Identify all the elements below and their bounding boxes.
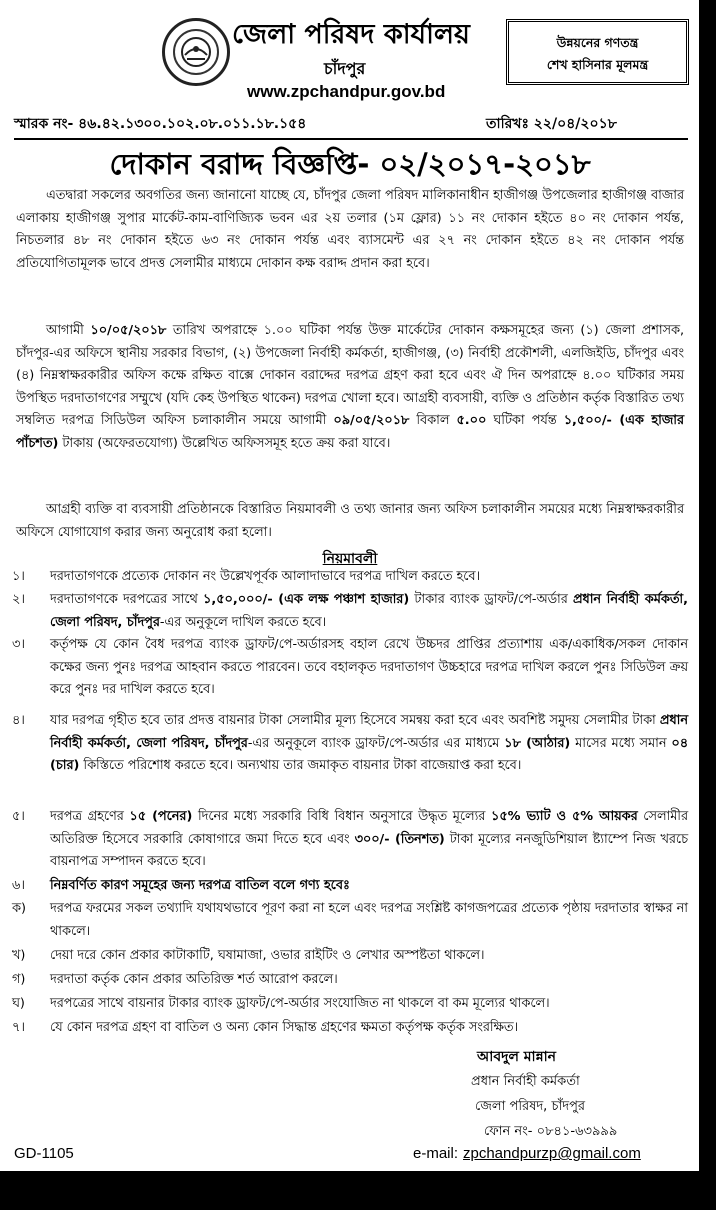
motto-box (506, 19, 689, 85)
rule-6-kha (12, 945, 688, 968)
rule-5-text: সেলামীর অতিরিক্ত হিসেবে সরকারি কোষাগারে জমা দিতে হবে এবং (50, 809, 688, 847)
rule-7 (12, 1017, 688, 1040)
rule-2-amount: ১,৫০,০০০/- (এক লক্ষ পঞ্চাশ হাজার) (203, 592, 410, 607)
rule-5-text: টাকা মূল্যের ননজুডিশিয়াল ষ্ট্যাম্পে নিজ খরচে বায়নাপত্র সম্পাদন করতে হবে। (50, 831, 688, 869)
signatory-office: জেলা পরিষদ, চাঁদপুর (475, 1099, 586, 1114)
rule-number: ১। (12, 569, 25, 584)
rule-1 (12, 566, 688, 589)
rule-6-ka (12, 898, 688, 943)
header-divider (14, 138, 688, 140)
seal-inner (173, 29, 219, 75)
rule-text: দরদাতাগণকে প্রত্যেক দোকান নং উল্লেখপূর্বক আলাদাভাবে দরপত্র দাখিল করতে হবে। (50, 569, 481, 584)
rule-text (50, 806, 688, 874)
rule-number: ৪। (12, 713, 25, 728)
rule-2-text: টাকার ব্যাংক ড্রাফট/পে-অর্ডার (409, 592, 573, 607)
rule-2 (12, 589, 688, 634)
rule-text: দেয়া দরে কোন প্রকার কাটাকাটি, ঘষামাজা, ওভার রাইটিং ও লেখার অস্পষ্টতা থাকলে। (50, 948, 485, 963)
rule-4-text: কিস্তিতে পরিশোধ করতে হবে। অন্যথায় তার জমাকৃত বায়নার টাকা বাজেয়াপ্ত করা হবে। (79, 758, 522, 773)
website-link[interactable]: www.zpchandpur.gov.bd (247, 82, 446, 101)
signatory-title: প্রধান নির্বাহী কর্মকর্তা (471, 1074, 580, 1089)
notice-headline: দোকান বরাদ্দ বিজ্ঞপ্তি- ০২/২০১৭-২০১৮ (109, 147, 591, 181)
rule-number: ঘ) (12, 996, 25, 1011)
rule-4 (12, 710, 688, 778)
gd-code: GD-1105 (14, 1145, 74, 1162)
p2-text: তারিখ অপরাহ্নে ১.০০ ঘটিকা পর্যন্ত উক্ত মার্কেটের দোকান কক্ষসমূহের জন্য (১) জেলা প্রশাসক, চাঁদপুর-এর অফিসে স্থানীয় সরকার বিভাগ, (২) উপজেলা নির্বাহী কর্মকর্তা, হাজীগঞ্জ, (৩) নির্বাহী প্রকৌশলী, এলজিইডি, চাঁদপুর এবং (৪) নিম্নস্বাক্ষরকারীর অফিস কক্ষে রক্ষিত বাক্সে দোকান বরাদ্দের দরপত্র গ্রহণ করা হবে এবং ঐ দিন অপরাহ্নে ৪.০০ ঘটিকার সময় উপস্থিত দরদাতাগণের সম্মুখে (যদি কেহ উপস্থিত থাকেন) দরপত্র খোলা হবে। আগ্রহী ব্যবসায়ী, ব্যক্তি ও প্রতিষ্ঠান কর্তৃক বিস্তারিত তথ্য সম্বলিত দরপত্র সিডিউল অফিস চলাকালীন সময়ে আগামী (16, 323, 685, 428)
rule-4-months: ১৮ (আঠার) (504, 735, 571, 751)
memo-number: স্মারক নং- ৪৬.৪২.১৩০০.১০২.০৮.০১১.১৮.১৫৪ (14, 116, 307, 132)
p2-schedule-price: ১,৫০০/- (এক হাজার পাঁচশত) (16, 413, 684, 451)
p2-text: বিকাল (409, 413, 457, 428)
email-link[interactable]: zpchandpurzp@gmail.com (463, 1145, 641, 1162)
rule-2-text: -এর অনুকূলে দাখিল করতে হবে। (159, 614, 327, 630)
rule-4-installments: ০৪ (চার) (50, 735, 688, 773)
rule-6-ga (12, 969, 688, 992)
rule-number: ২। (12, 592, 25, 607)
rules-heading: নিয়মাবলী (322, 551, 378, 567)
rule-text: দরপত্র ফরমের সকল তথ্যাদি যথাযথভাবে পূরণ করা না হলে এবং দরপত্র সংশ্লিষ্ট কাগজপত্রের প্রত্যেক পৃষ্ঠায় দরদাতার স্বাক্ষর না থাকলে। (50, 901, 688, 939)
paragraph-contact: আগ্রহী ব্যক্তি বা ব্যবসায়ী প্রতিষ্ঠানকে বিস্তারিত নিয়মাবলী ও তথ্য জানার জন্য অফিস চলাকালীন সময়ের মধ্যে নিম্নস্বাক্ষরকারীর অফিসে যোগাযোগ করার জন্য অনুরোধ করা হলো। (16, 502, 684, 540)
rule-3 (12, 634, 688, 702)
signatory-phone: ফোন নং- ০৮৪১-৬৩৯৯৯ (484, 1124, 618, 1139)
rule-text: দরদাতা কর্তৃক কোন প্রকার অতিরিক্ত শর্ত আরোপ করলে। (50, 972, 338, 987)
rule-5-days: ১৫ (পনের) (129, 809, 193, 824)
seal-emblem-icon (179, 35, 213, 69)
rule-5 (12, 806, 688, 874)
rule-4-payee: প্রধান নির্বাহী কর্মকর্তা, জেলা পরিষদ, চাঁদপুর (50, 713, 688, 751)
rule-6 (12, 875, 688, 898)
paragraph-schedule (16, 320, 684, 455)
paragraph-intro: এতদ্বারা সকলের অবগতির জন্য জানানো যাচ্ছে যে, চাঁদপুর জেলা পরিষদ মালিকানাধীন হাজীগঞ্জ উপজেলার হাজীগঞ্জ বাজার এলাকায় হাজীগঞ্জ সুপার মার্কেট-কাম-বাণিজ্যিক ভবন এর ২য় তলার (১ম ফ্লোর) ১১ নং দোকান হইতে ৪০ নং দোকান পর্যন্ত, নিচতলার ৪৮ নং দোকান হইতে ৬৩ নং দোকান পর্যন্ত এবং ব্যাসমেন্ট এর ২৭ নং দোকান হইতে ৪২ নং দোকান পর্যন্ত প্রতিযোগিতামূলক ভাবে প্রদত্ত সেলামীর মাধ্যমে দোকান কক্ষ বরাদ্দ প্রদান করা হবে। (16, 188, 684, 271)
rule-2-payee: প্রধান নির্বাহী কর্মকর্তা, জেলা পরিষদ, চাঁদপুর (50, 592, 688, 630)
rule-5-stamp: ৩০০/- (তিনশত) (354, 831, 445, 847)
rule-number: ক) (12, 901, 26, 916)
signatory-name: আবদুল মান্নান (477, 1049, 557, 1065)
p2-text: ঘটিকা পর্যন্ত (486, 413, 564, 428)
rule-4-text: যার দরপত্র গৃহীত হবে তার প্রদত্ত বায়নার টাকা সেলামীর মূল্য হিসেবে সমন্বয় করা হবে এবং অবশিষ্ট সমুদয় সেলামীর টাকা (50, 713, 660, 728)
rule-text (50, 589, 688, 634)
motto-line-2: শেখ হাসিনার মূলমন্ত্র (546, 57, 649, 72)
rule-text: নিম্নবর্ণিত কারণ সমূহের জন্য দরপত্র বাতিল বলে গণ্য হবেঃ (50, 878, 350, 893)
rule-text (50, 710, 688, 778)
rule-text: যে কোন দরপত্র গ্রহণ বা বাতিল ও অন্য কোন সিদ্ধান্ত গ্রহণের ক্ষমতা কর্তৃপক্ষ কর্তৃক সংরক্ষিত। (50, 1020, 519, 1035)
rule-text: কর্তৃপক্ষ যে কোন বৈধ দরপত্র ব্যাংক ড্রাফট/পে-অর্ডারসহ বহাল রেখে উচ্চদর প্রাপ্তির প্রত্যাশায় এক/একাধিক/সকল দোকান কক্ষের জন্য পুনঃ দরপত্র আহবান করতে পারবেন। তবে বহালকৃত দরদাতাগণ উচ্চহারে দরপত্র দাখিল করলে পুনঃ সিডিউল ক্রয় করে পুনঃ দর দাখিল করতে হবে। (50, 637, 688, 697)
rule-5-text: দিনের মধ্যে সরকারি বিধি বিধান অনুসারে উদ্ধৃত মূল্যের (192, 809, 492, 824)
email-label: e-mail: (413, 1145, 459, 1162)
office-title: জেলা পরিষদ কার্যালয় (232, 19, 470, 50)
rule-number: ৬। (12, 878, 25, 893)
rule-text: দরপত্রের সাথে বায়নার টাকার ব্যাংক ড্রাফট/পে-অর্ডার সংযোজিত না থাকলে বা কম মূল্যের থাকলে। (50, 996, 550, 1011)
rule-4-text: -এর অনুকূলে ব্যাংক ড্রাফট/পে-অর্ডার এর মাধ্যমে (247, 735, 505, 751)
p2-text: টাকায় (অফেরতযোগ্য) উল্লেখিত অফিসসমূহ হতে ক্রয় করা যাবে। (58, 435, 391, 451)
rule-number: ৫। (12, 809, 25, 824)
rule-number: ৩। (12, 637, 25, 652)
rule-number: ৭। (12, 1020, 25, 1035)
rule-6-gha (12, 993, 688, 1016)
p2-sale-time: ৫.০০ (456, 413, 487, 428)
notice-date: তারিখঃ ২২/০৪/২০১৮ (486, 116, 617, 132)
p2-text: আগামী (46, 323, 91, 338)
rule-4-text: মাসের মধ্যে সমান (570, 735, 672, 751)
government-seal-icon (162, 18, 230, 86)
rule-number: খ) (12, 948, 26, 963)
rule-number: গ) (12, 972, 26, 987)
motto-line-1: উন্নয়নের গণতন্ত্র (556, 35, 639, 50)
rule-5-tax: ১৫% ভ্যাট ও ৫% আয়কর (491, 809, 638, 824)
rule-2-text: দরদাতাগণকে দরপত্রের সাথে (50, 592, 204, 607)
district-name: চাঁদপুর (324, 59, 366, 78)
rule-5-text: দরপত্র গ্রহণের (50, 809, 130, 824)
p2-sale-date: ০৯/০৫/২০১৮ (333, 413, 410, 428)
p2-submission-date: ১০/০৫/২০১৮ (90, 323, 167, 338)
